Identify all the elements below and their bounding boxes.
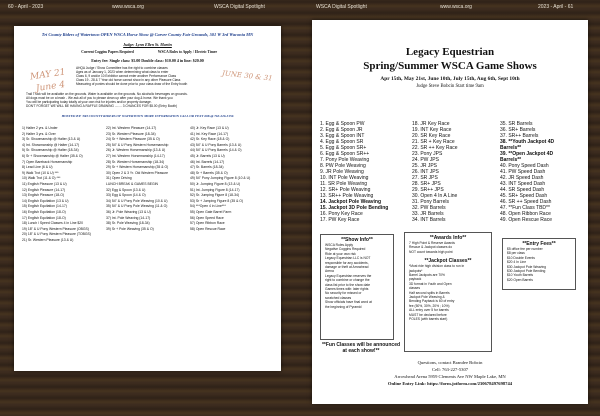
class-item: 11. SR Pole Weaving [320,181,368,187]
class-item: 43) 54" & U Pony Barrels (13 & U) [190,142,242,147]
class-item: 38. **Youth Jackpot 4D [500,139,555,145]
info-line: right to combine or change the [325,278,370,283]
class-item: 16. Pony Key Race [320,211,363,217]
class-item: 11) English Pleasure (13 & U) [22,181,67,186]
tri-county-flyer [14,26,281,371]
flyer-title: Legacy Equestrian [405,46,495,58]
class-item: 57) Open Ribbon Race [190,221,225,226]
class-item: 47) Sr. Barrels (18-34) [190,165,224,170]
flyer-notes-2 [26,92,271,108]
note-line: Measuring of ponies should be done prior to your class draw of the Entry booth [76,82,188,86]
info-line: $20 4 In Line [507,260,527,265]
class-item: 42. JR Speed Dash [500,175,544,181]
class-item: 53) Sr + Jumping Figure 8 (35 & O) [190,198,244,203]
note-line: AHQA Judge / Show Committee has the right to combine classes [76,66,168,70]
class-item: 3. Egg & Spoon INT [320,133,365,139]
info-line: scratched classes [325,295,352,300]
class-item: 33. JR Barrels [412,211,444,217]
class-item: 25. JR JPS [412,163,438,169]
class-item: 44) 54" & U Pony Barrels (14 & O) [190,148,242,153]
class-item: 47. **Fun Class TBD** [500,205,550,211]
class-item: 17. PW Key Race [320,217,360,223]
info-line: Ride at your own risk [325,251,356,256]
class-item: 39. **Open Jackpot 4D [500,151,554,157]
contact-line: Questions, contact Brandee Bobcin [417,360,483,365]
rules-note: WSCA Rules to Apply / Electric Timer [157,50,218,54]
left-publication: WSCA Digital Spotlight [214,4,265,10]
info-line: Rescue & Jackpot classes do [409,245,453,250]
class-item: 25) 54" & U Pony Western Horsemanship [106,142,169,147]
class-item: 39) Sr + Pole Weaving (35 & O) [106,226,154,231]
note-line: DON'T FORGET WE WILL BE HAVING A RAFFLE DRAWING ........ 3 CHANCES FOR $5.00 (Entry Booth) [26,104,178,108]
class-item: 15. Jackpot 3D Pole Bending [320,205,389,211]
handwritten-date: June 4 [35,80,66,94]
class-item: 31. Pony Barrels [412,199,449,205]
class-item: 4) Int. Showmanship @ Halter (14-17) [22,142,80,147]
class-column-3 [500,121,554,223]
class-item: 23. Pony JPS [412,151,443,157]
class-item: 14) English Equitation (13 & U) [22,198,69,203]
class-item: 1. Egg & Spoon PW [320,121,365,127]
class-item: 50) Jr. Jumping Figure 8 (13 & U) [190,181,241,186]
box-lines [405,241,491,254]
class-item: 2) Halter 3 yrs. & Over [22,131,56,136]
class-item: 7. Pony Pole Weaving [320,157,370,163]
info-line: Barrel Jackpots are 70% [409,273,445,278]
info-line: 3D format in Youth and Open [409,281,452,286]
info-line: fee (50%, 30%, 20% ; 10%) [409,303,450,308]
class-item: 12) English Pleasure (14-17) [22,187,66,192]
class-item: 5) Sr. Showmanship @ Halter (18-34) [22,148,79,153]
note-line: Ages as of January 1, 2023 when determining what class to enter [76,70,169,74]
class-item: 37) Int. Pole Weaving (14-17) [106,215,151,220]
class-item: 27) Int. Western Horsemanship (14-17) [106,153,165,158]
class-item: 35) 54" & U Pony Pole Weaving (11 & O) [106,204,168,209]
left-page-number: 60 - April - 2023 [8,4,44,10]
class-item: 56) Open Speed Race [190,215,224,220]
info-line: $30 Jackpot Pole Bending [507,269,546,274]
class-item: 15) English Equitation (14-17) [22,204,67,209]
flyer-title: Tri County Riders of Watertown OPEN WSCA Horse Show @ Carver County Fair Grounds, 501 W 3rd Waconia MN [41,32,254,37]
class-item: 3) Sr. Showmanship @ Halter (13 & U) [22,137,81,142]
class-item: 28. SR+ JPS [412,181,441,187]
coggins-note: Current Coggins Papers Required [81,50,134,54]
class-item: 12. SR+ Pole Weaving [320,187,371,193]
class-column-2 [412,121,458,223]
class-item: 30. Open 4 In A Line [412,193,458,199]
class-item: 22) Int. Western Pleasure (14-17) [106,126,157,130]
info-line: $8 per class [507,251,525,256]
class-item: 43. INT Speed Dash [500,181,546,187]
entry-fee: Entry fee: Single class: $5.00 Double class: $10.00 4 in line: $20.00 [91,58,204,63]
class-item: 21. SR + Key Race [412,139,455,145]
class-item: 54) ***Open 4 in Line*** [190,204,226,209]
class-column-3 [190,126,281,232]
class-item: 29) Sr + Western Horsemanship (35 & O) [106,165,169,170]
class-item: 20. SR Key Race [412,133,451,139]
venue-address: Arrowhead Arena 5959 Clements Ave NW Maple Lake, MN [394,374,506,379]
info-line: Half second splits in Barrels [409,290,450,295]
class-item: 32. PW Barrels [412,205,446,211]
class-item: 46. SR ++ Speed Dash [500,199,552,205]
info-line: *Must ride high division class to run in [409,264,465,269]
info-line: responsible for any accidents, [325,260,369,265]
class-item: 24. PW JPS [412,157,439,163]
box-title: **Entry Fees** [522,241,556,247]
info-line: 7 High Point & Reserve Awards [409,241,455,245]
info-line: payback [409,277,422,282]
class-item: 38) Sr. Pole Weaving (18-34) [106,221,150,226]
class-column-1 [320,121,388,223]
info-line: class list prior to the show date [325,282,371,287]
info-line: Jackpot Pole Weaving & [409,295,445,300]
class-item: 41) Int. Key Race (14-17) [190,131,229,136]
info-line: MUST be declared before [409,312,447,317]
info-line: POLES (with barrels start) [409,317,448,322]
class-item: 42) Sr. Key Race (18 & O) [190,137,230,142]
box-title: **Awards Info** [429,235,467,241]
class-item: 18. JR Key Race [412,121,450,127]
info-line: jackpots* [409,268,423,273]
class-item: 45. SR+ Speed Dash [500,193,548,199]
right-site: www.wsca.org [440,4,472,10]
info-line: $10 Youth Barrels [507,273,534,278]
class-item: 28) Sr. Western Horsemanship (18-34) [106,159,165,164]
judge-info: Judge Steve Bobcin Start time 9am [416,84,484,89]
class-item: 52) Sr. Jumping Figure 8 (18-34) [190,193,239,198]
class-item: 24) Sr + Western Pleasure (35 & O) [106,137,160,142]
class-item: 29. SR++ JPS [412,187,444,193]
class-item: 5. Egg & Spoon SR+ [320,145,367,151]
class-item: 9) Walk Trot (10 & U) *** [22,170,59,175]
fun-classes-note: **Fun Classes will be announced at each show!** [321,342,401,354]
awards-info-box [404,232,492,352]
class-item: 6. Egg & Spoon SR++ [320,151,370,157]
info-line: Show officials have final word at [325,300,372,305]
flyer-notes [76,66,226,86]
class-item: 40. Pony Speed Dash [500,163,549,169]
class-item: 19. INT Key Race [412,127,452,133]
class-item: 49. Open Rescue Race [500,217,552,223]
class-item: 34) 54" & U Pony Pole Weaving (10 & U) [106,198,168,203]
class-item: 8. PW Pole Weaving [320,163,366,169]
box-lines [405,264,491,321]
handwritten-date: JUNE 30 & 31 [221,69,273,83]
class-item: LUNCH BREAK & GAMES BEGIN [106,181,159,186]
box-lines [321,243,393,309]
class-item: 16) English Equitation (18-O) [22,209,66,214]
class-item: 21) Sr. Western Pleasure (13 & U) [22,237,74,242]
class-item: 26) Jr. Western Horsemanship (13 & U) [106,148,166,153]
show-info-box [320,234,394,340]
class-item: 36. SR+ Barrels [500,127,536,133]
note-line: Trail Truck will be available on the grounds. Water is available on the grounds. No alcoholic beverages on grounds. [26,92,188,96]
box-title: **Jackpot Classes** [424,258,472,265]
info-line: $30 Jackpot Pole Weaving [507,264,546,269]
class-item: 45) Jr. Barrels (13 & U) [190,153,225,158]
info-line: $10 Double Events [507,255,535,260]
class-item: 40) Jr. Key Race (13 & U) [190,126,229,130]
class-item: 17) English Equitation (18-O) [22,215,66,220]
class-item: 44. SR Speed Dash [500,187,545,193]
class-item: 4. Egg & Spoon SR [320,139,364,145]
class-item: 48. Open Ribbon Race [500,211,551,217]
info-line: $20 Open Barrels [507,277,533,282]
class-item: 6) Sr + Showmanship @ Halter (35 & O) [22,153,83,158]
class-item: 22. SR ++ Key Race [412,145,458,151]
note-line: Class 6, 9 and/or 10 Exhibitor cannot enter another Performance Class [76,74,177,78]
hosted-by: HOSTED BY: TRI COUNTY RIDERS OF WATERTOWN MORE INFORMATION CALL OR TEXT 608-@ 763-226-3156 [61,114,234,118]
class-item: 33) Egg & Spoon (14 & O) [106,193,146,198]
class-item: 48) Sr + Barrels (35 & O) [190,170,228,175]
class-item: 58) Open Rescue Race [190,226,226,231]
class-item: 14. Jackpot Pole Weaving [320,199,382,205]
class-item: 13. SR++ Pole Weaving [320,193,374,199]
class-item: 55) Open Gate Barrel Farm [190,209,232,214]
class-item: 1) Halter 2 yrs. & Under [22,126,58,130]
class-item: 13) English Pleasure (18-O) [22,193,65,198]
info-line: Games times with: later rights [325,287,369,292]
class-item: 26. INT JPS [412,169,439,175]
flyer-subtitle: Spring/Summer WSCA Game Shows [363,60,537,72]
class-item: 36) Jr. Pole Weaving (13 & U) [106,209,151,214]
info-line: damage or theft at Arrowhead [325,265,369,270]
flyer-judge: Judge: Lynn Ellen St. Martin [123,42,172,47]
info-line: WSCA Rules Apply [325,243,354,247]
note-line: Class 19 - 28 & 7 Year old horse cannot show in any other Pleasure Class [76,78,181,82]
note-line: All dogs must be on a leash - We ask all of you to please clean up after your dog & horse. We thank you [26,96,173,100]
class-item: 27. SR JPS [412,175,438,181]
class-item: 10) Walk Trot (11 & O) *** [22,176,61,181]
class-item: 41. PW Speed Dash [500,169,546,175]
entry-link[interactable]: Online Entry Link: https://form.jotform.com/230678497698744 [387,381,513,386]
class-item: 20) 18" & U Pony Western Pleasure (TOBGS) [22,232,91,237]
class-item: 35. SR Barrels [500,121,533,127]
right-page-number: 2023 - April - 61 [538,4,574,10]
show-dates: Apr 15th, May 21st, June 10th, July 15th, Aug 6th, Sept 10th [380,76,520,82]
info-line: the beginning of Pyramid [325,304,362,309]
info-line: No security for missed or [325,291,362,296]
box-title: **Show Info** [341,237,373,243]
info-line: classes [409,286,420,291]
class-item: 8) Lead Line (6 & U) [22,165,53,170]
class-item: 49) 54" Pony Jumping Figure 8 (10 & U) [190,176,251,181]
class-item: Barrels** [500,157,522,163]
class-item: 9. JR Pole Weaving [320,169,364,175]
class-item: 31) Open Driving [106,176,132,181]
class-item: 34. INT Barrels [412,217,446,223]
class-item: 19) 18" & U Pony Western Pleasure (OBGS) [22,226,89,231]
left-site: www.wsca.org [112,4,144,10]
box-lines [503,247,575,282]
handwritten-date: MAY 21 [29,67,67,83]
class-item: 37. SR++ Barrels [500,133,539,139]
class-item: 18) Lunch / Speed Classes 4 in Line $20 [22,221,84,226]
info-line: Bending Payback is 60 of entry [409,299,455,304]
class-item: 7) Open Bareback Horsemanship [22,159,73,164]
contact-phone: Cell: 763-227-5307 [431,367,469,372]
class-item: 32) Egg & Spoon (13 & U) [106,187,146,192]
note-line: You will be participating today totally at your own risk for injuries and/or property damage. [26,100,152,104]
class-item: 2. Egg & Spoon JR [320,127,363,133]
info-line: Arena [325,269,334,274]
page-header [0,0,600,14]
class-item: 51) Int. Jumping Figure 8 (14-17) [190,187,240,192]
info-line: Legacy Equestrian reserves the [325,273,372,278]
class-item: Barrels** [500,145,522,151]
info-line: $5 office fee per number [507,247,543,251]
class-item: 46) Int. Barrels (14-17) [190,159,225,164]
info-line: ALL entry over 5 for barrels [409,308,449,313]
info-line: Negative Coggins Required [325,247,366,252]
entry-fees-box [502,238,576,290]
class-item: 30) Open 2 & 3 Yr. Old Western Pleasure [106,170,169,175]
class-item: 23) Sr. Western Pleasure (18-34) [106,131,156,136]
class-item: 10. INT Pole Weaving [320,175,369,181]
legacy-equestrian-flyer [312,20,588,404]
right-publication: WSCA Digital Spotlight [316,4,367,10]
info-line: Legacy Equestrian LLC is NOT [325,256,371,261]
info-line: NOT count towards high point [409,249,453,254]
